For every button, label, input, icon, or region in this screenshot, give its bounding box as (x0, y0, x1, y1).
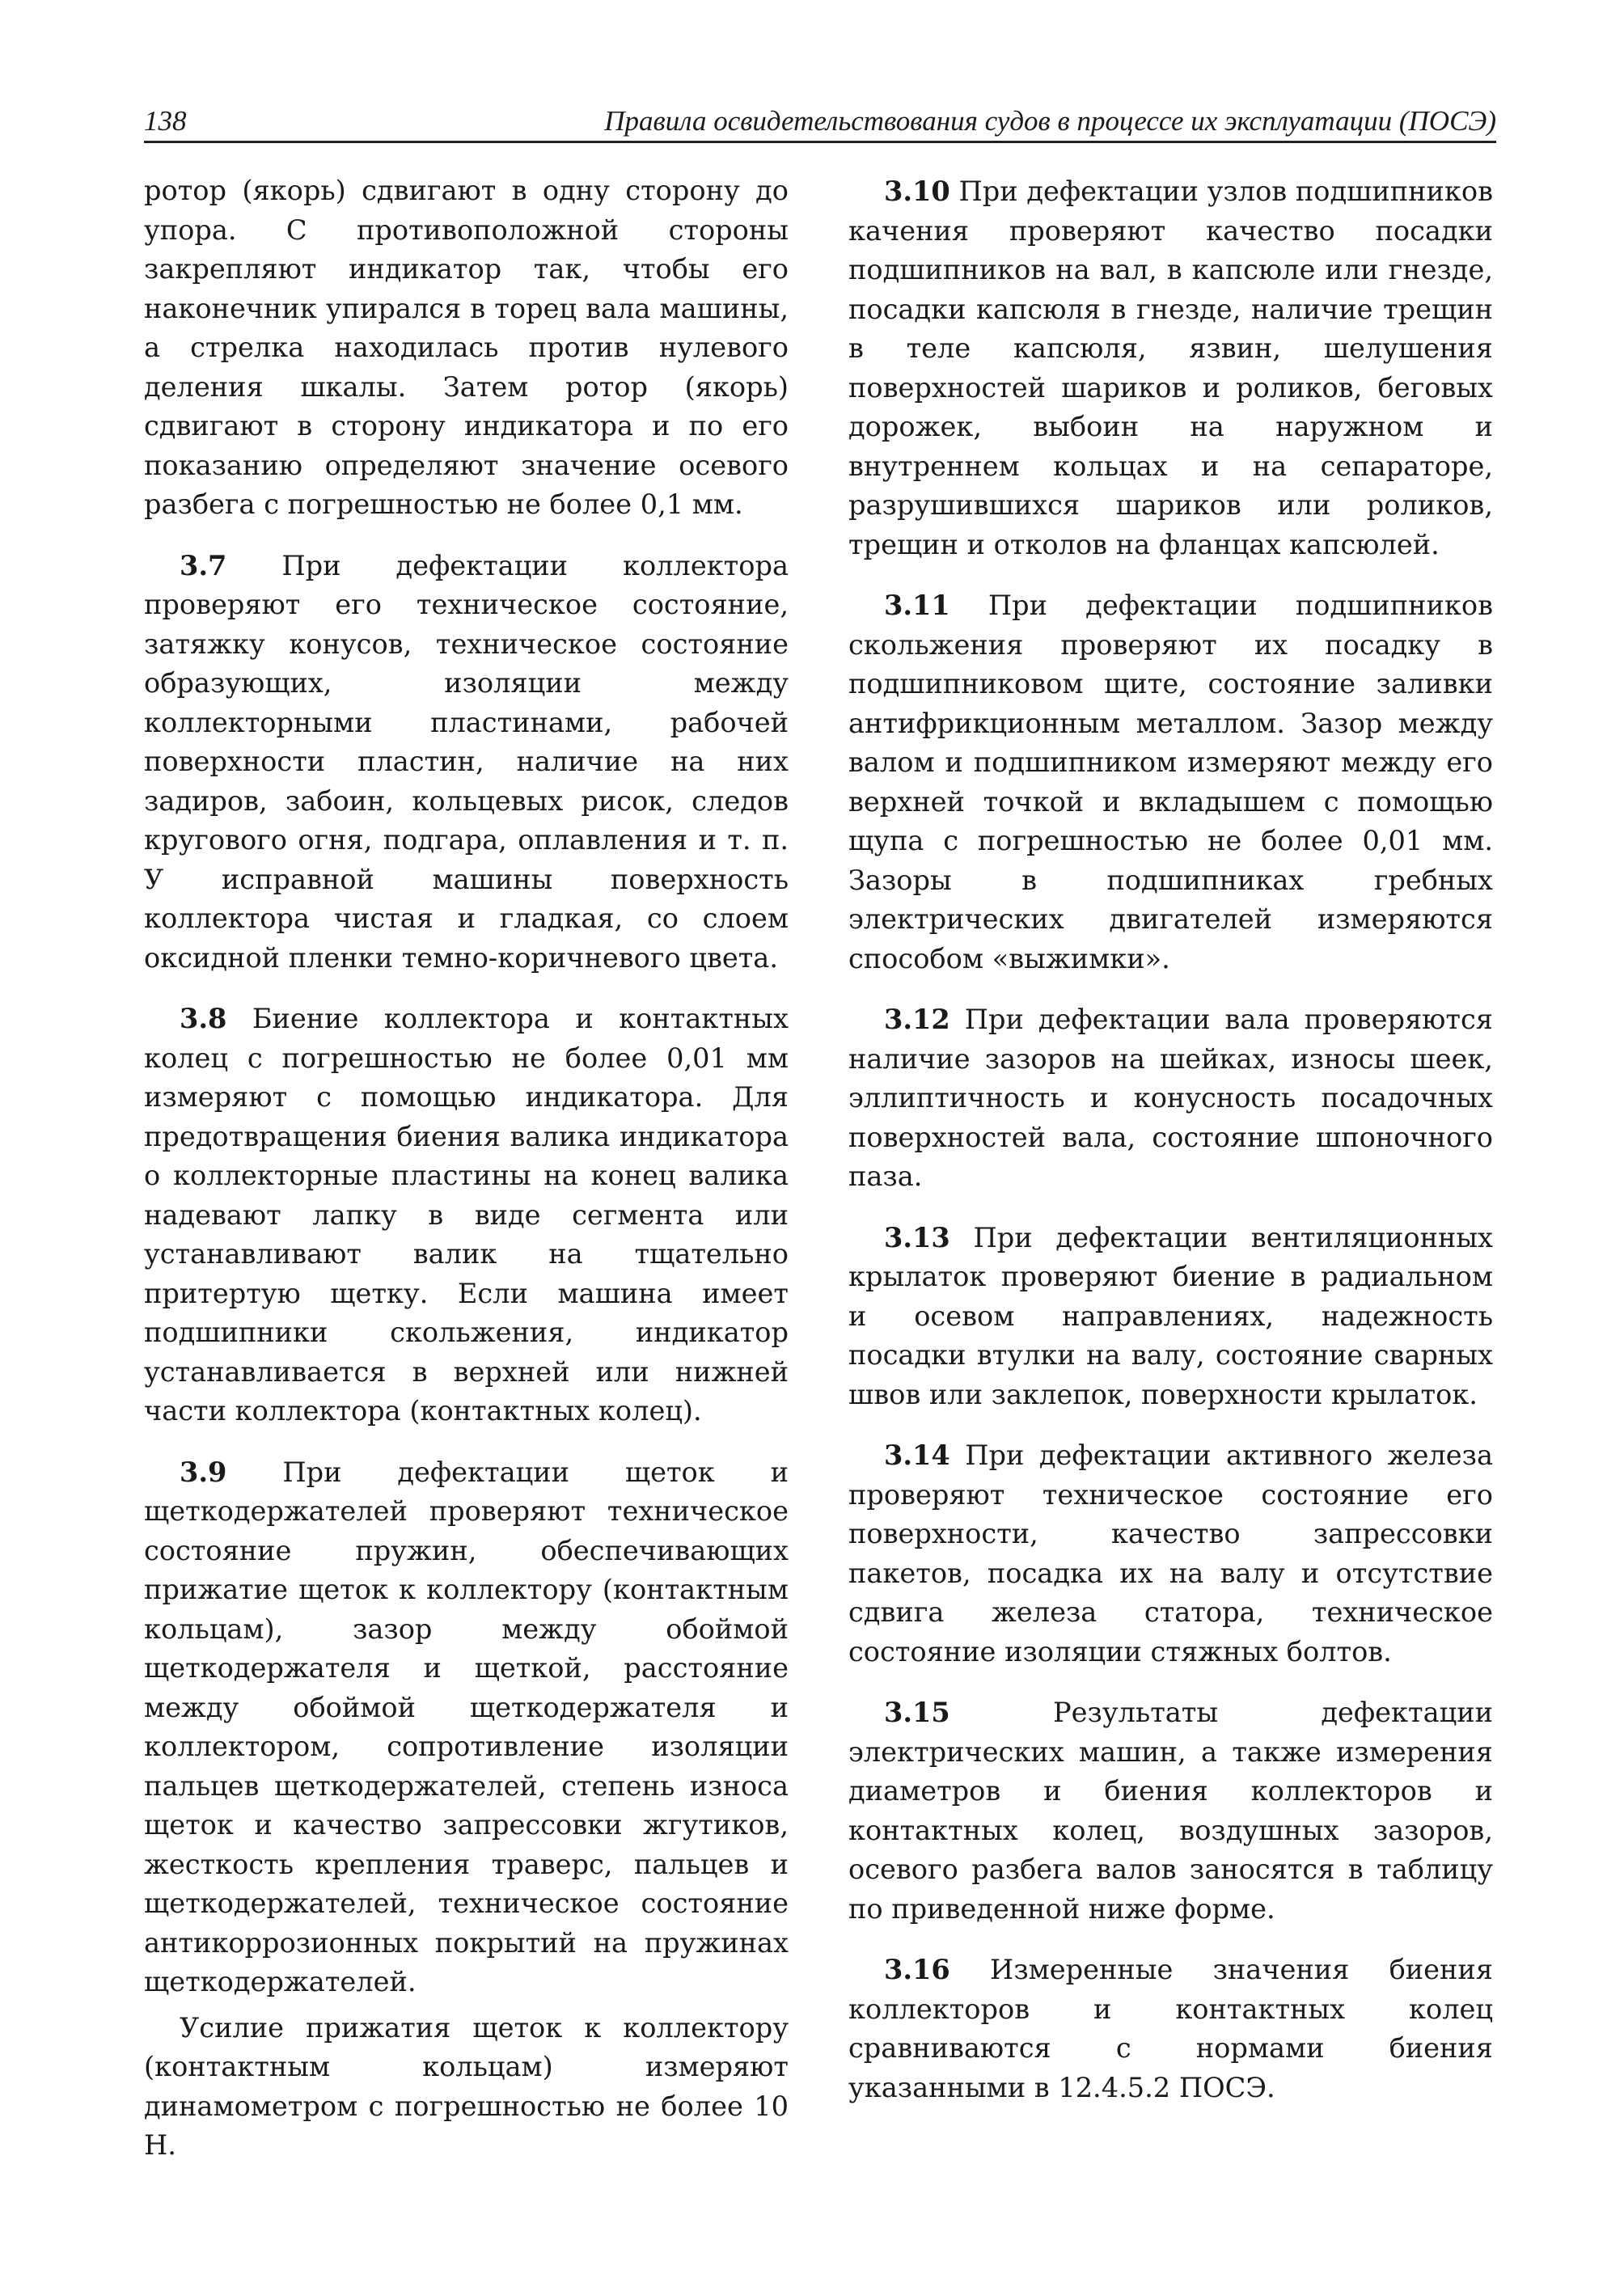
clause-3-15 (848, 1693, 1493, 1929)
clause-3-14 (848, 1435, 1493, 1672)
paragraph-text: При дефектации подшипников скольжения проверяют их посадку в подшипниковом щите, состояние заливки антифрикционным металлом. Зазор между валом и подшипником измеряют между его верхней точкой и вкладышем с помощью щупа с погрешностью не более 0,01 мм. Зазоры в подшипниках гребных электрических двигателей измеряются способом «выжимки». (848, 590, 1493, 974)
clause-3-9 (144, 1452, 789, 2002)
paragraph-text: При дефектации вентиляционных крылаток проверяют биение в радиальном и осевом направлениях, надежность посадки втулки на валу, состояние сварных швов или заклепок, поверхности крылаток. (848, 1221, 1493, 1410)
clause-number: 3.11 (884, 589, 950, 621)
clause-number: 3.9 (180, 1455, 227, 1488)
paragraph-text: ротор (якорь) сдвигают в одну сторону до упора. С противоположной стороны закрепляют индикатор так, чтобы его наконечник упирался в торец вала машины, а стрелка находилась против нулевого деления шкалы. Затем ротор (якорь) сдвигают в сторону индикатора и по его показанию определяют значение осевого разбега с погрешностью не более 0,1 мм. (144, 175, 789, 520)
paragraph-text: При дефектации узлов подшипников качения проверяют качество посадки подшипников на вал, в капсюле или гнезде, посадки капсюля в гнезде, наличие трещин в теле капсюля, язвин, шелушения поверхностей шариков и роликов, беговых дорожек, выбоин на наружном и внутреннем кольцах и на сепараторе, разрушившихся шариков или роликов, трещин и отколов на фланцах капсюлей. (848, 175, 1493, 560)
left-column (144, 171, 789, 2187)
clause-number: 3.13 (884, 1220, 950, 1253)
clause-3-10 (848, 171, 1493, 564)
running-title: Правила освидетельствования судов в процессе их эксплуатации (ПОСЭ) (604, 105, 1496, 137)
paragraph-text: При дефектации щеток и щеткодержателей проверяют техническое состояние пружин, обеспечивающих прижатие щеток к коллектору (контактным кольцам), зазор между обоймой щеткодержателя и щеткой, расстояние между обоймой щеткодержателя и коллектором, сопротивление изоляции пальцев щеткодержателей, степень износа щеток и качество запрессовки жгутиков, жесткость крепления траверс, пальцев и щеткодержателей, техническое состояние антикоррозионных покрытий на пружинах щеткодержателей. (144, 1456, 789, 1997)
clause-number: 3.14 (884, 1439, 950, 1471)
clause-number: 3.15 (884, 1696, 950, 1728)
clause-3-13 (848, 1218, 1493, 1415)
paragraph-text: Измеренные значения биения коллекторов и контактных колец сравниваются с нормами биения указанными в 12.4.5.2 ПОСЭ. (848, 1954, 1493, 2103)
paragraph-continuation (144, 171, 789, 525)
paragraph-text: Усилие прижатия щеток к коллектору (контактным кольцам) измеряют динамометром с погрешностью не более 10 Н. (144, 2011, 789, 2161)
clause-3-16 (848, 1950, 1493, 2107)
paragraph-text: Результаты дефектации электрических машин, а также измерения диаметров и биения коллекторов и контактных колец, воздушных зазоров, осевого разбега валов заносятся в таблицу по приведенной ниже форме. (848, 1697, 1493, 1925)
clause-number: 3.8 (180, 1002, 227, 1034)
paragraph-text: При дефектации активного железа проверяют техническое состояние его поверхности, качество запрессовки пакетов, посадка их на валу и отсутствие сдвига железа статора, техническое состояние изоляции стяжных болтов. (848, 1439, 1493, 1668)
page-number: 138 (144, 105, 187, 137)
clause-3-11 (848, 585, 1493, 979)
clause-3-8 (144, 999, 789, 1431)
clause-3-12 (848, 1000, 1493, 1197)
clause-number: 3.12 (884, 1003, 950, 1035)
paragraph-text: Биение коллектора и контактных колец с погрешностью не более 0,01 мм измеряют с помощью индикатора. Для предотвращения биения валика индикатора о коллекторные пластины на конец валика надевают лапку в виде сегмента или устанавливают валик на тщательно притертую щетку. Если машина имеет подшипники скольжения, индикатор устанавливается в верхней или нижней части коллектора (контактных колец). (144, 1003, 789, 1427)
paragraph-brush-pressure (144, 2009, 789, 2166)
running-header (144, 104, 1496, 143)
clause-number: 3.16 (884, 1953, 950, 1985)
right-column (848, 171, 1493, 2128)
paragraph-text: При дефектации вала проверяются наличие зазоров на шейках, износы шеек, эллиптичность и конусность посадочных поверхностей вала, состояние шпоночного паза. (848, 1004, 1493, 1192)
paragraph-text: При дефектации коллектора проверяют его техническое состояние, затяжку конусов, техническое состояние образующих, изоляции между коллекторными пластинами, рабочей поверхности пластин, наличие на них задиров, забоин, кольцевых рисок, следов кругового огня, подгара, оплавления и т. п. У исправной машины поверхность коллектора чистая и гладкая, со слоем оксидной пленки темно-коричневого цвета. (144, 549, 789, 974)
clause-3-7 (144, 546, 789, 979)
clause-number: 3.10 (884, 175, 950, 207)
clause-number: 3.7 (180, 548, 227, 581)
